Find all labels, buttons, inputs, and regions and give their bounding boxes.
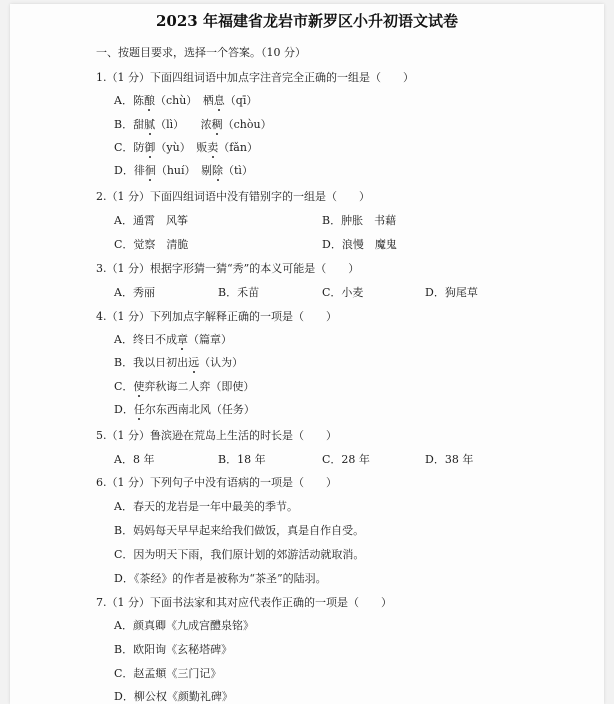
question-2-stem: 2.（1 分）下面四组词语中没有错别字的一组是（ ）: [96, 190, 370, 203]
q6-option-a: A．春天的龙岩是一年中最美的季节。: [114, 500, 298, 513]
q3-option-c: C．小麦: [322, 286, 364, 299]
question-6-stem: 6.（1 分）下列句子中没有语病的一项是（ ）: [96, 476, 337, 489]
page-title: 2023 年福建省龙岩市新罗区小升初语文试卷: [156, 12, 458, 30]
q3-option-d: D．狗尾草: [425, 286, 478, 299]
q1-option-c: C．防御（yù） 贩卖（fǎn）: [114, 141, 258, 154]
q7-option-c: C．赵孟頫《三门记》: [114, 667, 222, 680]
q7-option-a: A．颜真卿《九成宫醴泉铭》: [114, 619, 254, 632]
q1-option-a: A．陈酿（chù） 栖息（qī）: [114, 94, 258, 107]
q4-option-a: A．终日不成章（篇章）: [114, 333, 232, 346]
question-1-stem: 1.（1 分）下面四组词语中加点字注音完全正确的一组是（ ）: [96, 71, 414, 84]
section-heading: 一、按题目要求，选择一个答案。（10 分）: [96, 46, 306, 59]
q5-option-b: B．18 年: [218, 453, 266, 466]
q6-option-b: B．妈妈每天早早起来给我们做饭，真是自作自受。: [114, 524, 365, 537]
q2-option-d: D．浪慢 魔鬼: [322, 238, 397, 251]
q5-option-c: C．28 年: [322, 453, 370, 466]
q4-option-b: B．我以日初出远（认为）: [114, 356, 244, 369]
q1-option-d: D．徘徊（huí） 剔除（tì）: [114, 164, 253, 177]
q3-option-a: A．秀丽: [114, 286, 155, 299]
q4-option-c: C．使弈秋诲二人弈（即使）: [114, 380, 255, 393]
question-7-stem: 7.（1 分）下面书法家和其对应代表作正确的一项是（ ）: [96, 596, 392, 609]
question-5-stem: 5.（1 分）鲁滨逊在荒岛上生活的时长是（ ）: [96, 429, 337, 442]
q1-option-b: B．甜腻（lì） 浓稠（chòu）: [114, 118, 272, 131]
q7-option-d: D．柳公权《颜勤礼碑》: [114, 690, 233, 703]
q5-option-a: A．8 年: [114, 453, 155, 466]
q6-option-d: D．《茶经》的作者是被称为“茶圣”的陆羽。: [114, 572, 327, 585]
q2-option-a: A．通霄 风筝: [114, 214, 188, 227]
q7-option-b: B．欧阳询《玄秘塔碑》: [114, 643, 233, 656]
question-4-stem: 4.（1 分）下列加点字解释正确的一项是（ ）: [96, 310, 337, 323]
q4-option-d: D．任尔东西南北风（任务）: [114, 403, 255, 416]
q2-option-c: C．觉察 清脆: [114, 238, 189, 251]
q6-option-c: C．因为明天下雨，我们原计划的郊游活动就取消。: [114, 548, 365, 561]
q2-option-b: B．肿胀 书藉: [322, 214, 397, 227]
q5-option-d: D．38 年: [425, 453, 474, 466]
q3-option-b: B．禾苗: [218, 286, 260, 299]
question-3-stem: 3.（1 分）根据字形猜一猜“秀”的本义可能是（ ）: [96, 262, 360, 275]
